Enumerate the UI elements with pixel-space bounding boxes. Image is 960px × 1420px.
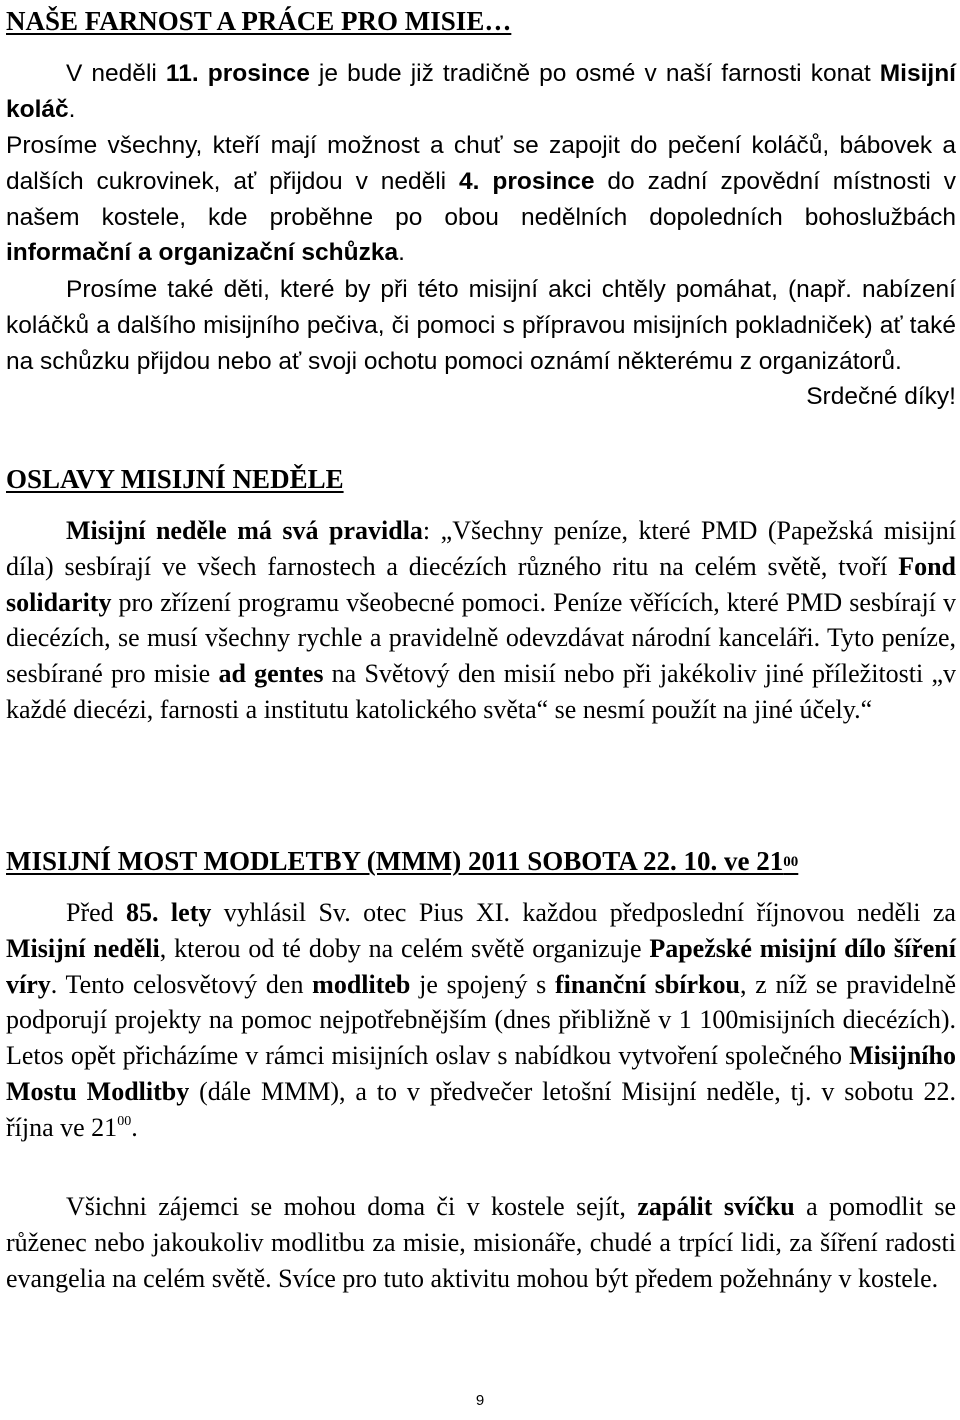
paragraph-mission-cake: V neděli 11. prosince je bude již tradičně po osmé v naší farnosti konat Misijní koláč. <box>6 60 956 123</box>
page-number: 9 <box>475 1392 485 1409</box>
paragraph-children-invitation: Prosíme také děti, které by při této misijní akci chtěly pomáhat, (např. nabízení koláčků a dalšího misijního pečiva, či pomoci s přípravou misijních pokladniček) ať také na schůzku přijdou nebo ať svoji ochotu pomoci oznámí některému z organizátorů. Srdečné díky! <box>6 272 956 415</box>
paragraph-mission-sunday-rules: Misijní neděle má svá pravidla: „Všechny peníze, které PMD (Papežská misijní díla) sesbírají ve všech farnostech a diecézích různého ritu na celém světě, tvoří Fond solidarity pro zřízení programu všeobecné pomoci. Peníze věřících, které PMD sesbírají v diecézích, se musí všechny rychle a pravidelně odevzdávat národní kanceláři. Tyto peníze, sesbírané pro misie ad gentes na Světový den misií nebo při jakékoliv jiné příležitosti „v každé diecézi, farnosti a institutu katolického světa“ se nesmí použít na jiné účely.“ <box>6 516 957 724</box>
paragraph-baking-invitation: Prosíme všechny, kteří mají možnost a chuť se zapojit do pečení koláčů, bábovek a dalších cukrovinek, ať přijdou v neděli 4. prosince do zadní zpovědní místnosti v našem kostele, kde proběhne po obou nedělních dopoledních bohoslužbách informační a organizační schůzka. <box>6 132 956 267</box>
section-title-mission-sunday: OSLAVY MISIJNÍ NEDĚLE <box>6 464 344 494</box>
paragraph-prayer-bridge-history: Před 85. lety vyhlásil Sv. otec Pius XI. každou předposlední říjnovou neděli za Misijní neděli, kterou od té doby na celém světě organizuje Papežské misijní dílo šíření víry. Tento celosvětový den modliteb je spojený s finanční sbírkou, z níž se pravidelně podporují projekty na pomoc nejpotřebnějším (dnes přibližně v 1 100misijních diecézích). Letos opět přicházíme v rámci misijních oslav s nabídkou vytvoření společného Misijního Mostu Modlitby (dále MMM), a to v předvečer letošní Misijní neděle, tj. v sobotu 22. října ve $21^{00}$. <box>6 898 957 1142</box>
thanks-text: Srdečné díky! <box>806 383 956 411</box>
section-title-mission-work: NAŠE FARNOST A PRÁCE PRO MISIE… <box>6 6 512 36</box>
paragraph-prayer-invitation: Všichni zájemci se mohou doma či v kostele sejít, zapálit svíčku a pomodlit se růženec nebo jakoukoliv modlitbu za misie, misionáře, chudé a trpící lidi, za šíření radosti evangelia na celém světě. Svíce pro tuto aktivitu mohou být předem požehnány v kostele. <box>6 1192 956 1293</box>
section-title-prayer-bridge: MISIJNÍ MOST MODLETBY (MMM) 2011 SOBOTA 22. 10. ve $21^{00}$ <box>6 846 799 876</box>
